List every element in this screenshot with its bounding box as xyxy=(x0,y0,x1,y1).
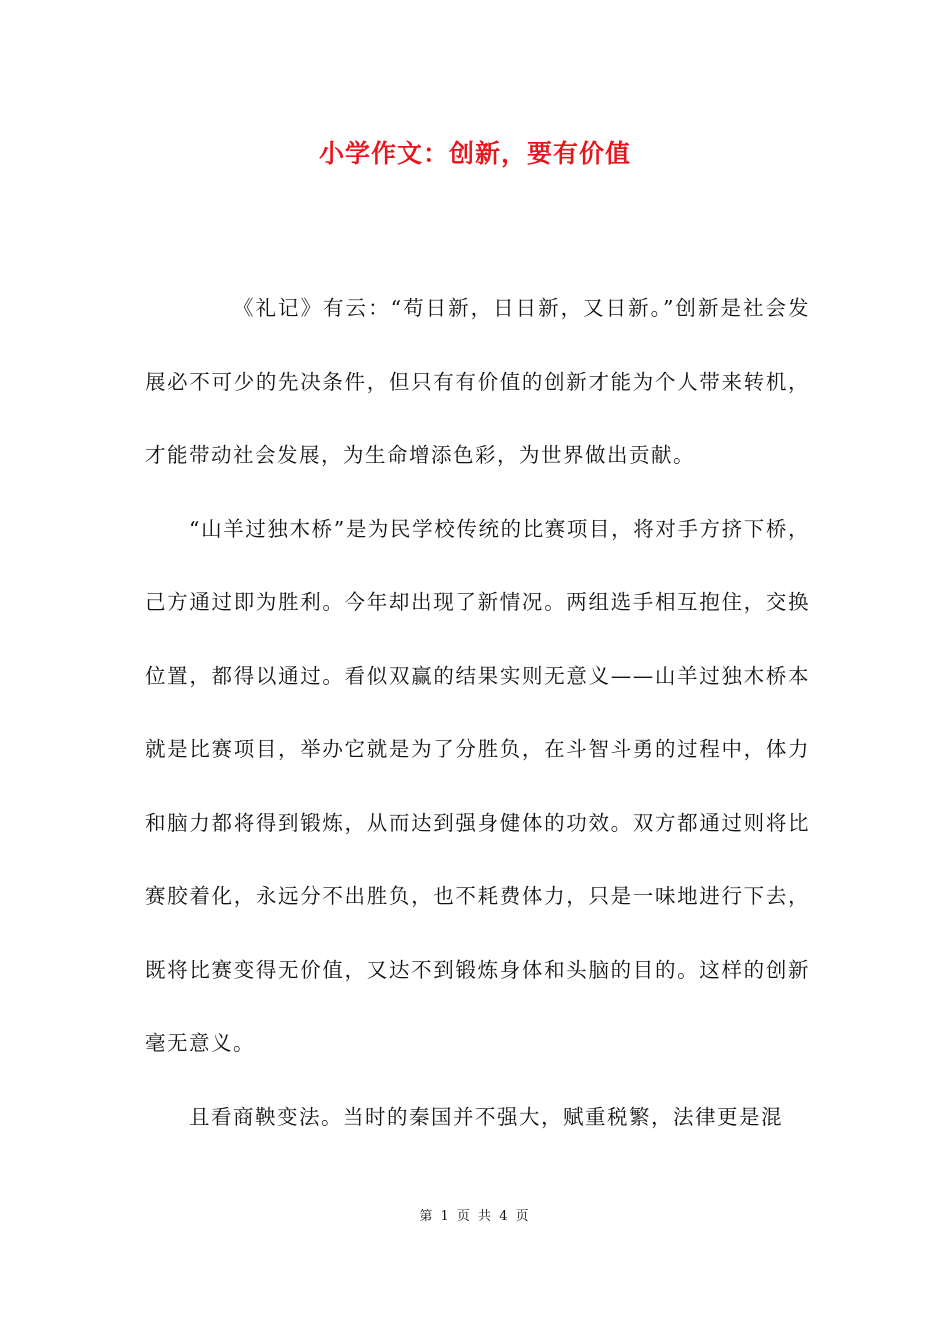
page-number-footer: 第 1 页 共 4 页 xyxy=(419,1209,531,1224)
document-title: 小学作文：创新，要有价值 xyxy=(318,139,631,168)
paragraph-1: 《礼记》有云：“苟日新，日日新，又日新。”创新是社会发展必不可少的先决条件，但只有有价值的创新才能为个人带来转机，才能带动社会发展，为生命增添色彩，为世界做出贡献。 xyxy=(145,296,810,467)
paragraph-2: “山羊过独木桥”是为民学校传统的比赛项目，将对手方挤下桥，己方通过即为胜利。今年却出现了新情况。两组选手相互抱住，交换位置，都得以通过。看似双赢的结果实则无意义——山羊过独木桥本就是比赛项目，举办它就是为了分胜负，在斗智斗勇的过程中，体力和脑力都将得到锻炼，从而达到强身健体的功效。双方都通过则将比赛胶着化，永远分不出胜负，也不耗费体力，只是一味地进行下去，既将比赛变得无价值，又达不到锻炼身体和头脑的目的。这样的创新毫无意义。 xyxy=(145,516,810,1055)
document-body xyxy=(145,272,810,1154)
paragraph-3: 且看商鞅变法。当时的秦国并不强大，赋重税繁，法律更是混 xyxy=(189,1104,783,1129)
